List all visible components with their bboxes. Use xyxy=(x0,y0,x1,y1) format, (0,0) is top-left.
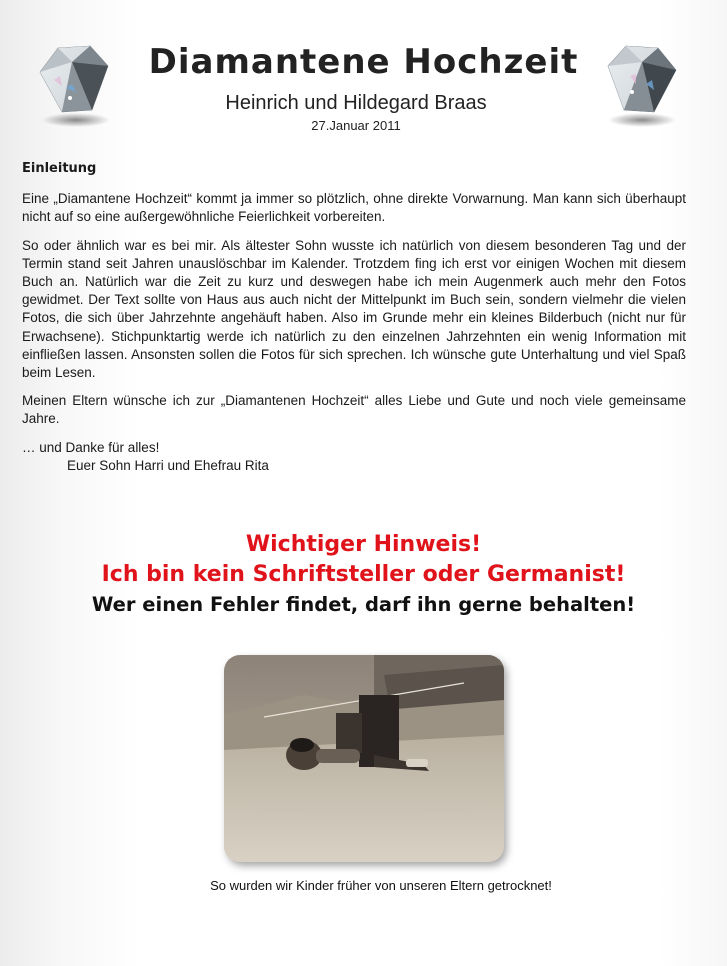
paragraph: Eine „Diamantene Hochzeit“ kommt ja immer so plötzlich, ohne direkte Vorwarnung. Man kann sich überhaupt nicht auf so eine außergewöhnliche Feierlichkeit vorbereiten. xyxy=(22,191,686,225)
photo xyxy=(224,655,504,862)
photo-image xyxy=(224,655,504,862)
intro-section xyxy=(22,160,686,485)
signature: Euer Sohn Harri und Ehefrau Rita xyxy=(67,457,269,473)
photo-caption: So wurden wir Kinder früher von unseren Eltern getrocknet! xyxy=(210,878,552,893)
page-date: 27.Januar 2011 xyxy=(311,118,401,133)
notice-block xyxy=(0,530,727,620)
paragraph: Meinen Eltern wünsche ich zur „Diamantenen Hochzeit“ alles Liebe und Gute und noch viele gemeinsame Jahre. xyxy=(22,393,686,427)
page-subtitle: Heinrich und Hildegard Braas xyxy=(225,92,487,114)
notice-line: Ich bin kein Schriftsteller oder Germanist! xyxy=(101,562,626,587)
closing-line: … und Danke für alles! xyxy=(22,439,160,455)
notice-joke: Wer einen Fehler findet, darf ihn gerne behalten! xyxy=(91,593,636,616)
paragraph: So oder ähnlich war es bei mir. Als ältester Sohn wusste ich natürlich von diesem besonderen Tag und der Termin stand seit Jahren unauslöschbar im Kalender. Trotzdem fing ich erst vor einigen Wochen mit diesem Buch an. Natürlich war die Zeit zu kurz und deswegen habe ich mein Augenmerk auch mehr den Fotos gewidmet. Der Text sollte von Haus aus auch nicht der Mittelpunkt im Buch sein, sondern vielmehr die vielen Fotos, die sich über Jahrzehnte angehäuft haben. Also im Grunde mehr ein kleines Bilderbuch (nicht nur für Erwachsene). Stichpunktartig werde ich natürlich zu den einzelnen Jahrzehnten ein wenig Information mit einfließen lassen. Ansonsten sollen die Fotos für sich sprechen. Ich wünsche gute Unterhaltung und viel Spaß beim Lesen. xyxy=(22,237,686,381)
page-title: Diamantene Hochzeit xyxy=(148,42,579,82)
notice-heading: Wichtiger Hinweis! xyxy=(245,532,482,557)
section-heading: Einleitung xyxy=(22,161,97,176)
